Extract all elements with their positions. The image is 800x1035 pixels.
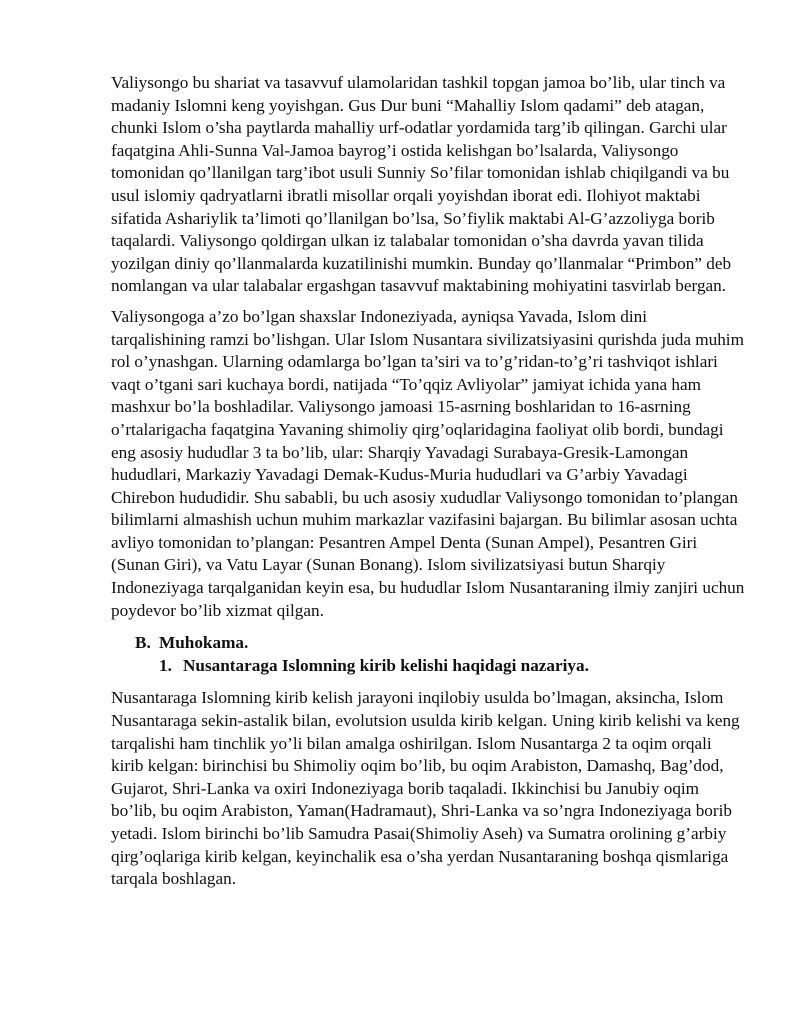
section-heading-title: Muhokama. (159, 633, 249, 653)
subsection-heading (159, 655, 745, 678)
paragraph-valiysongo-members: Valiysongoga a’zo bo’lgan shaxslar Indoneziyada, ayniqsa Yavada, Islom dini tarqalishining ramzi bo’lishgan. Ular Islom Nusantara sivilizatsiyasini qurishda juda muhim rol o’ynashgan. Ularning odamlarga bo’lgan ta’siri va to’g’ridan-to’g’ri tashviqot ishlari vaqt o’tgani sari kuchaya bordi, natijada “To’qqiz Avliyolar” jamiyat ichida yana ham mashxur bo’la boshladilar. Valiysongo jamoasi 15-asrning boshlaridan to 16-asrning o’rtalarigacha faqatgina Yavaning shimoliy qirg’oqlaridagina faoliyat olib bordi, bundagi eng asosiy hududlar 3 ta bo’lib, ular: Sharqiy Yavadagi Surabaya-Gresik-Lamongan hududlari, Markaziy Yavadagi Demak-Kudus-Muria hududlari va G’arbiy Yavadagi Chirebon hududidir. Shu sababli, bu uch asosiy xududlar Valiysongo tomonidan to’plangan bilimlarni almashish uchun muhim markazlar vazifasini bajargan. Bu bilimlar asosan uchta avliyo tomonidan to’plangan: Pesantren Ampel Denta (Sunan Ampel), Pesantren Giri (Sunan Giri), va Vatu Layar (Sunan Bonang). Islom sivilizatsiyasi butun Sharqiy Indoneziyaga tarqalganidan keyin esa, bu hududlar Islom Nusantaraning ilmiy zanjiri uchun poydevor bo’lib xizmat qilgan. (111, 306, 745, 620)
section-heading (135, 632, 745, 655)
subsection-heading-title: Nusantaraga Islomning kirib kelishi haqidagi nazariya. (183, 655, 589, 675)
paragraph-islam-arrival: Nusantaraga Islomning kirib kelish jarayoni inqilobiy usulda bo’lmagan, aksincha, Islom Nusantaraga sekin-astalik bilan, evolutsion usulda kirib kelgan. Uning kirib kelishi va keng tarqalishi ham tinchlik yo’li bilan amalga oshirilgan. Islom Nusantarga 2 ta oqim orqali kirib kelgan: birinchisi bu Shimoliy oqim bo’lib, bu oqim Arabiston, Damashq, Bag’dod, Gujarot, Shri-Lanka va oxiri Indoneziyaga borib taqaladi. Ikkinchisi bu Janubiy oqim bo’lib, bu oqim Arabiston, Yaman(Hadramaut), Shri-Lanka va so’ngra Indoneziyaga borib yetadi. Islom birinchi bo’lib Samudra Pasai(Shimoliy Aseh) va Sumatra orolining g’arbiy qirg’oqlariga kirib kelgan, keyinchalik esa o’sha yerdan Nusantaraning boshqa qismlariga tarqala boshlagan. (111, 688, 740, 889)
subsection-heading-marker: 1. (159, 655, 172, 675)
paragraph-valiysongo-intro: Valiysongo bu shariat va tasavvuf ulamolaridan tashkil topgan jamoa bo’lib, ular tinch va madaniy Islomni keng yoyishgan. Gus Dur buni “Mahalliy Islom qadami” deb atagan, chunki Islom o’sha paytlarda mahalliy urf-odatlar yordamida targ’ib qilingan. Garchi ular faqatgina Ahli-Sunna Val-Jamoa bayrog’i ostida kelishgan bo’lsalarda, Valiysongo tomonidan qo’llanilgan targ’ibot usuli Sunniy So’filar tomonidan ishlab chiqilgandi va bu usul islomiy qadryatlarni ibratli misollar orqali yoyishdan iborat edi. Ilohiyot maktabi sifatida Ashariylik ta’limoti qo’llanilgan bo’lsa, So’fiylik maktabi Al-G’azzoliyga borib taqalardi. Valiysongo qoldirgan ulkan iz talabalar tomonidan o’sha davrda yavan tilida yozilgan diniy qo’llanmalarda kuzatilinishi mumkin. Bunday qo’llanmalar “Primbon” deb nomlangan va ular talabalar ergashgan tasavvuf maktabining mohiyatini tasvirlab bergan. (111, 73, 732, 296)
document-page (111, 72, 745, 899)
section-heading-marker: B. (135, 633, 151, 653)
